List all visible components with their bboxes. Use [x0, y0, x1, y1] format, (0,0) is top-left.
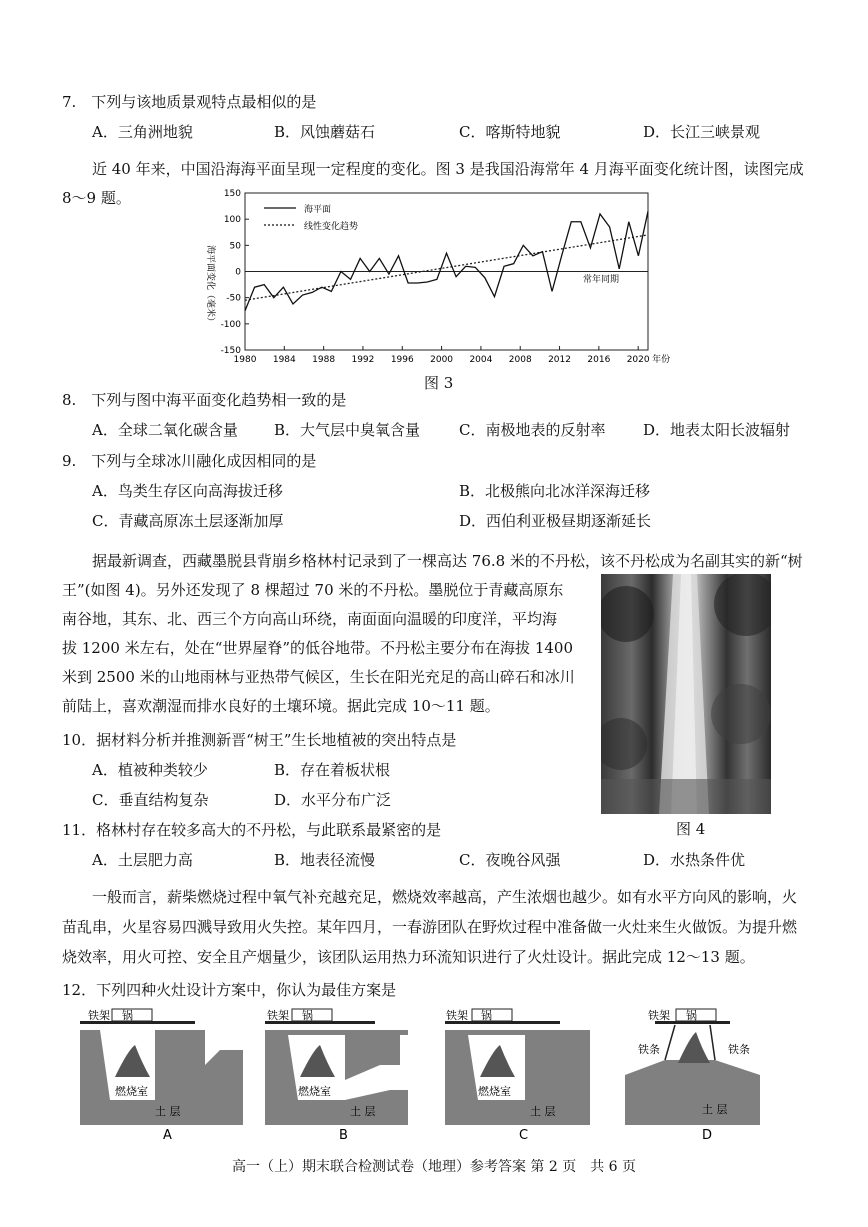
stove-a-pot-label: 锅	[122, 1009, 133, 1022]
x-tick-label: 1984	[272, 355, 296, 365]
question-8-option-a: A．全球二氧化碳含量	[92, 421, 238, 439]
y-tick-label: -150	[220, 346, 241, 356]
stove-design-d	[625, 1008, 760, 1143]
figure-4-caption: 图 4	[676, 820, 706, 838]
stove-b-pot-label: 锅	[302, 1009, 313, 1022]
passage-2-line-1: 据最新调查，西藏墨脱县背崩乡格林村记录到了一棵高达 76.8 米的不丹松，该不丹松成为名副其实的新“树	[92, 552, 803, 570]
stove-c-chamber-label: 燃烧室	[478, 1085, 511, 1098]
stove-d-rack-label: 铁架	[648, 1009, 670, 1022]
question-9-option-c: C．青藏高原冻土层逐渐加厚	[92, 512, 284, 530]
stove-b-chamber-label: 燃烧室	[298, 1085, 331, 1098]
x-tick-label: 2012	[548, 355, 571, 365]
question-11-option-d: D．水热条件优	[643, 851, 746, 869]
stove-c-rack-label: 铁架	[446, 1009, 468, 1022]
tree-photo	[601, 574, 771, 814]
passage-2-line-5: 米到 2500 米的山地雨林与亚热带气候区，生长在阳光充足的高山碎石和冰川	[62, 668, 575, 686]
y-tick-label: 50	[229, 241, 241, 252]
stove-design-b	[265, 1008, 408, 1143]
question-8-option-c: C．南极地表的反射率	[459, 421, 606, 439]
x-tick-label: 1996	[390, 355, 414, 365]
y-axis-label: 海平面变化（毫米）	[205, 245, 215, 327]
passage-3-line-1: 一般而言，薪柴燃烧过程中氧气补充越充足，燃烧效率越高，产生浓烟也越少。如有水平方向风的影响，火	[92, 888, 798, 906]
page-footer: 高一（上）期末联合检测试卷（地理）参考答案 第 2 页 共 6 页	[231, 1159, 637, 1175]
x-tick-label: 1980	[233, 355, 257, 365]
stove-b-soil-label: 土 层	[350, 1105, 376, 1118]
question-11-option-c: C．夜晚谷风强	[459, 851, 561, 869]
stove-b-rack-label: 铁架	[267, 1009, 289, 1022]
stove-d-bar-left-label: 铁条	[638, 1043, 660, 1056]
stove-design-c	[445, 1008, 590, 1143]
question-9-option-d: D．西伯利亚极昼期逐渐延长	[459, 512, 652, 530]
x-tick-label: 2008	[508, 355, 532, 365]
stove-a-rack-label: 铁架	[88, 1009, 110, 1022]
question-7-option-b: B．风蚀蘑菇石	[274, 123, 376, 141]
question-8-option-d: D．地表太阳长波辐射	[643, 421, 791, 439]
question-7-option-c: C．喀斯特地貌	[459, 123, 561, 141]
question-11-stem: 11．格林村存在较多高大的不丹松，与此联系最紧密的是	[62, 821, 442, 839]
y-tick-label: 150	[223, 189, 241, 199]
stove-d-option-label: D	[702, 1128, 713, 1143]
question-11-option-b: B．地表径流慢	[274, 851, 376, 869]
x-tick-label: 1992	[351, 355, 375, 365]
question-10-option-c: C．垂直结构复杂	[92, 791, 209, 809]
stove-designs	[60, 1005, 820, 1145]
stove-c-soil-label: 土 层	[530, 1105, 556, 1118]
question-8-option-b: B．大气层中臭氧含量	[274, 421, 421, 439]
chart-legend	[264, 203, 358, 232]
passage-3-line-3: 烧效率，用火可控、安全且产烟量少，该团队运用热力环流知识进行了火灶设计。据此完成 12～13 题。	[62, 948, 755, 966]
passage-1-line-2: 8～9 题。	[62, 189, 131, 207]
question-10-stem: 10．据材料分析并推测新晋“树王”生长地植被的突出特点是	[62, 731, 457, 749]
stove-d-soil-label: 土 层	[702, 1103, 728, 1116]
passage-2-line-3: 南谷地，其东、北、西三个方向高山环绕，南面面向温暖的印度洋，平均海	[62, 610, 558, 628]
question-10-option-a: A．植被种类较少	[92, 761, 208, 779]
y-tick-label: 0	[235, 267, 241, 278]
x-tick-label: 1988	[312, 355, 336, 365]
stove-design-a	[80, 1008, 243, 1143]
passage-2-line-2: 王”(如图 4)。另外还发现了 8 棵超过 70 米的不丹松。墨脱位于青藏高原东	[62, 581, 564, 599]
figure-3-caption: 图 3	[424, 374, 454, 392]
question-12-stem: 12．下列四种火灶设计方案中，你认为最佳方案是	[62, 981, 397, 999]
question-10-option-d: D．水平分布广泛	[274, 791, 392, 809]
y-tick-label: -100	[220, 319, 241, 330]
x-tick-label: 2020	[626, 355, 650, 365]
x-tick-label: 2016	[587, 355, 611, 365]
x-tick-label: 2000	[430, 355, 454, 365]
question-9-option-a: A．鸟类生存区向高海拔迁移	[92, 482, 283, 500]
stove-d-bar-right-label: 铁条	[728, 1043, 750, 1056]
question-7-option-a: A．三角洲地貌	[92, 123, 193, 141]
y-tick-label: 100	[223, 215, 241, 226]
question-10-option-b: B．存在着板状根	[274, 761, 391, 779]
question-7-stem: 7. 下列与该地质景观特点最相似的是	[62, 93, 317, 111]
stove-a-chamber-label: 燃烧室	[115, 1085, 148, 1098]
question-9-stem: 9. 下列与全球冰川融化成因相同的是	[62, 452, 317, 470]
stove-d-pot-label: 锅	[686, 1009, 697, 1022]
stove-c-option-label: C	[519, 1128, 529, 1143]
question-9-option-b: B．北极熊向北冰洋深海迁移	[459, 482, 651, 500]
passage-3-line-2: 苗乱串，火星容易四溅导致用火失控。某年四月，一春游团队在野炊过程中准备做一火灶来生火做饭。为提升燃	[62, 918, 798, 936]
trend-line	[245, 235, 648, 300]
stove-a-soil-label: 土 层	[155, 1105, 181, 1118]
x-tick-label: 2004	[469, 355, 493, 365]
passage-2-line-4: 拔 1200 米左右，处在“世界屋脊”的低谷地带。不丹松主要分布在海拔 1400	[62, 639, 573, 657]
question-11-option-a: A．土层肥力高	[92, 851, 193, 869]
stove-c-pot-label: 锅	[481, 1009, 492, 1022]
stove-a-option-label: A	[163, 1128, 172, 1143]
question-7-option-d: D．长江三峡景观	[643, 123, 761, 141]
passage-1-line-1: 近 40 年来，中国沿海海平面呈现一定程度的变化。图 3 是我国沿海常年 4 月海平面变化统计图，读图完成	[92, 160, 804, 178]
legend-label-trend: 线性变化趋势	[304, 222, 359, 232]
baseline-label: 常年同期	[583, 275, 620, 285]
sea-level-chart	[200, 185, 670, 370]
y-tick-label: -50	[226, 293, 241, 304]
x-axis-unit: 年份	[652, 355, 670, 365]
question-8-stem: 8. 下列与图中海平面变化趋势相一致的是	[62, 391, 347, 409]
passage-2-line-6: 前陆上，喜欢潮湿而排水良好的土壤环境。据此完成 10～11 题。	[62, 697, 500, 715]
legend-label-sea-level: 海平面	[304, 205, 332, 215]
stove-b-option-label: B	[339, 1128, 348, 1143]
